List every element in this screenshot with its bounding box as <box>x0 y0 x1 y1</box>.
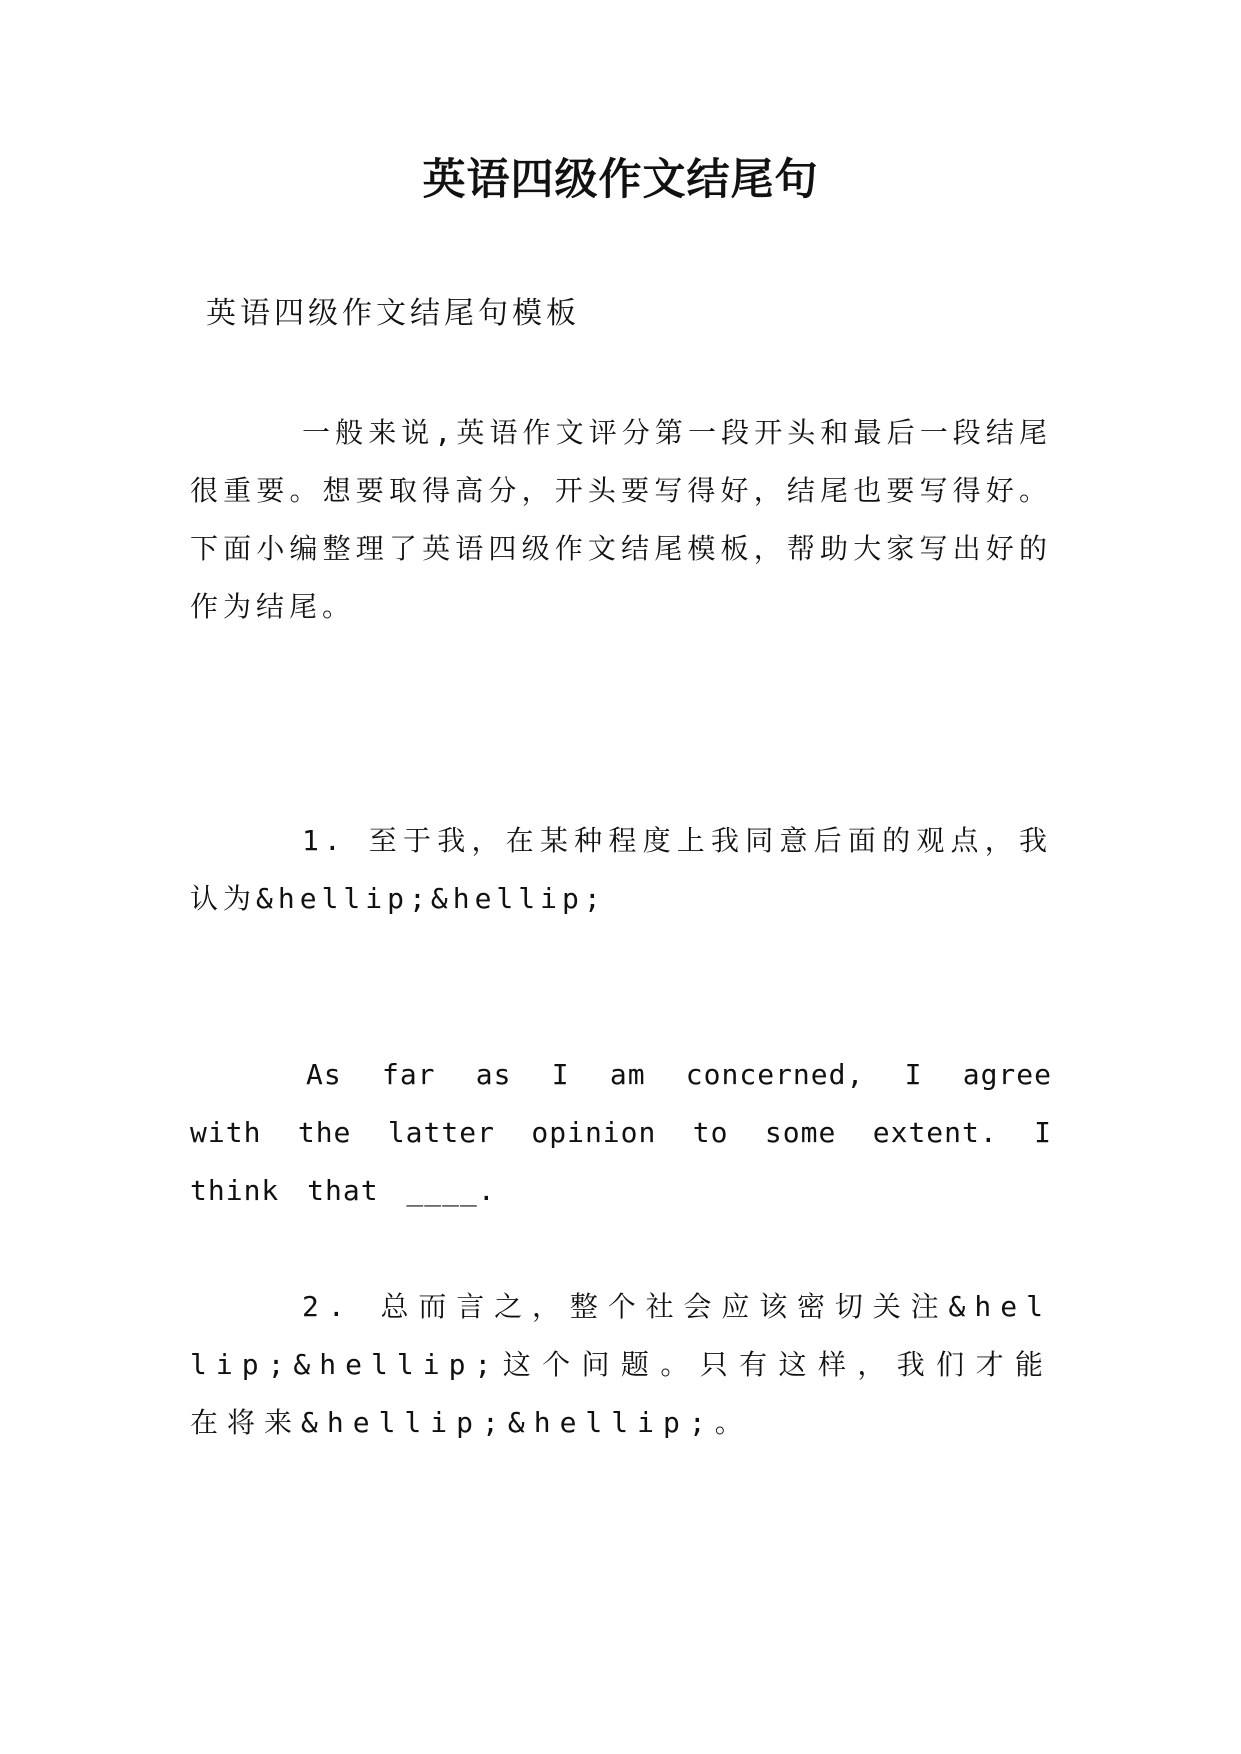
template-item-1-english: As far as I am concerned, I agree with the latter opinion to some extent. I think that ____. <box>190 1058 1052 1207</box>
document-title: 英语四级作文结尾句 <box>422 155 819 205</box>
template-item-1-chinese: 1. 至于我，在某种程度上我同意后面的观点，我认为&hellip;&hellip; <box>190 824 1052 915</box>
template-item-2-chinese: 2. 总而言之，整个社会应该密切关注&hellip;&hellip;这个问题。只有这样，我们才能在将来&hellip;&hellip;。 <box>190 1290 1052 1439</box>
document-subtitle: 英语四级作文结尾句模板 <box>206 296 580 331</box>
intro-paragraph: 一般来说,英语作文评分第一段开头和最后一段结尾很重要。想要取得高分，开头要写得好，结尾也要写得好。下面小编整理了英语四级作文结尾模板，帮助大家写出好的作为结尾。 <box>190 416 1052 623</box>
